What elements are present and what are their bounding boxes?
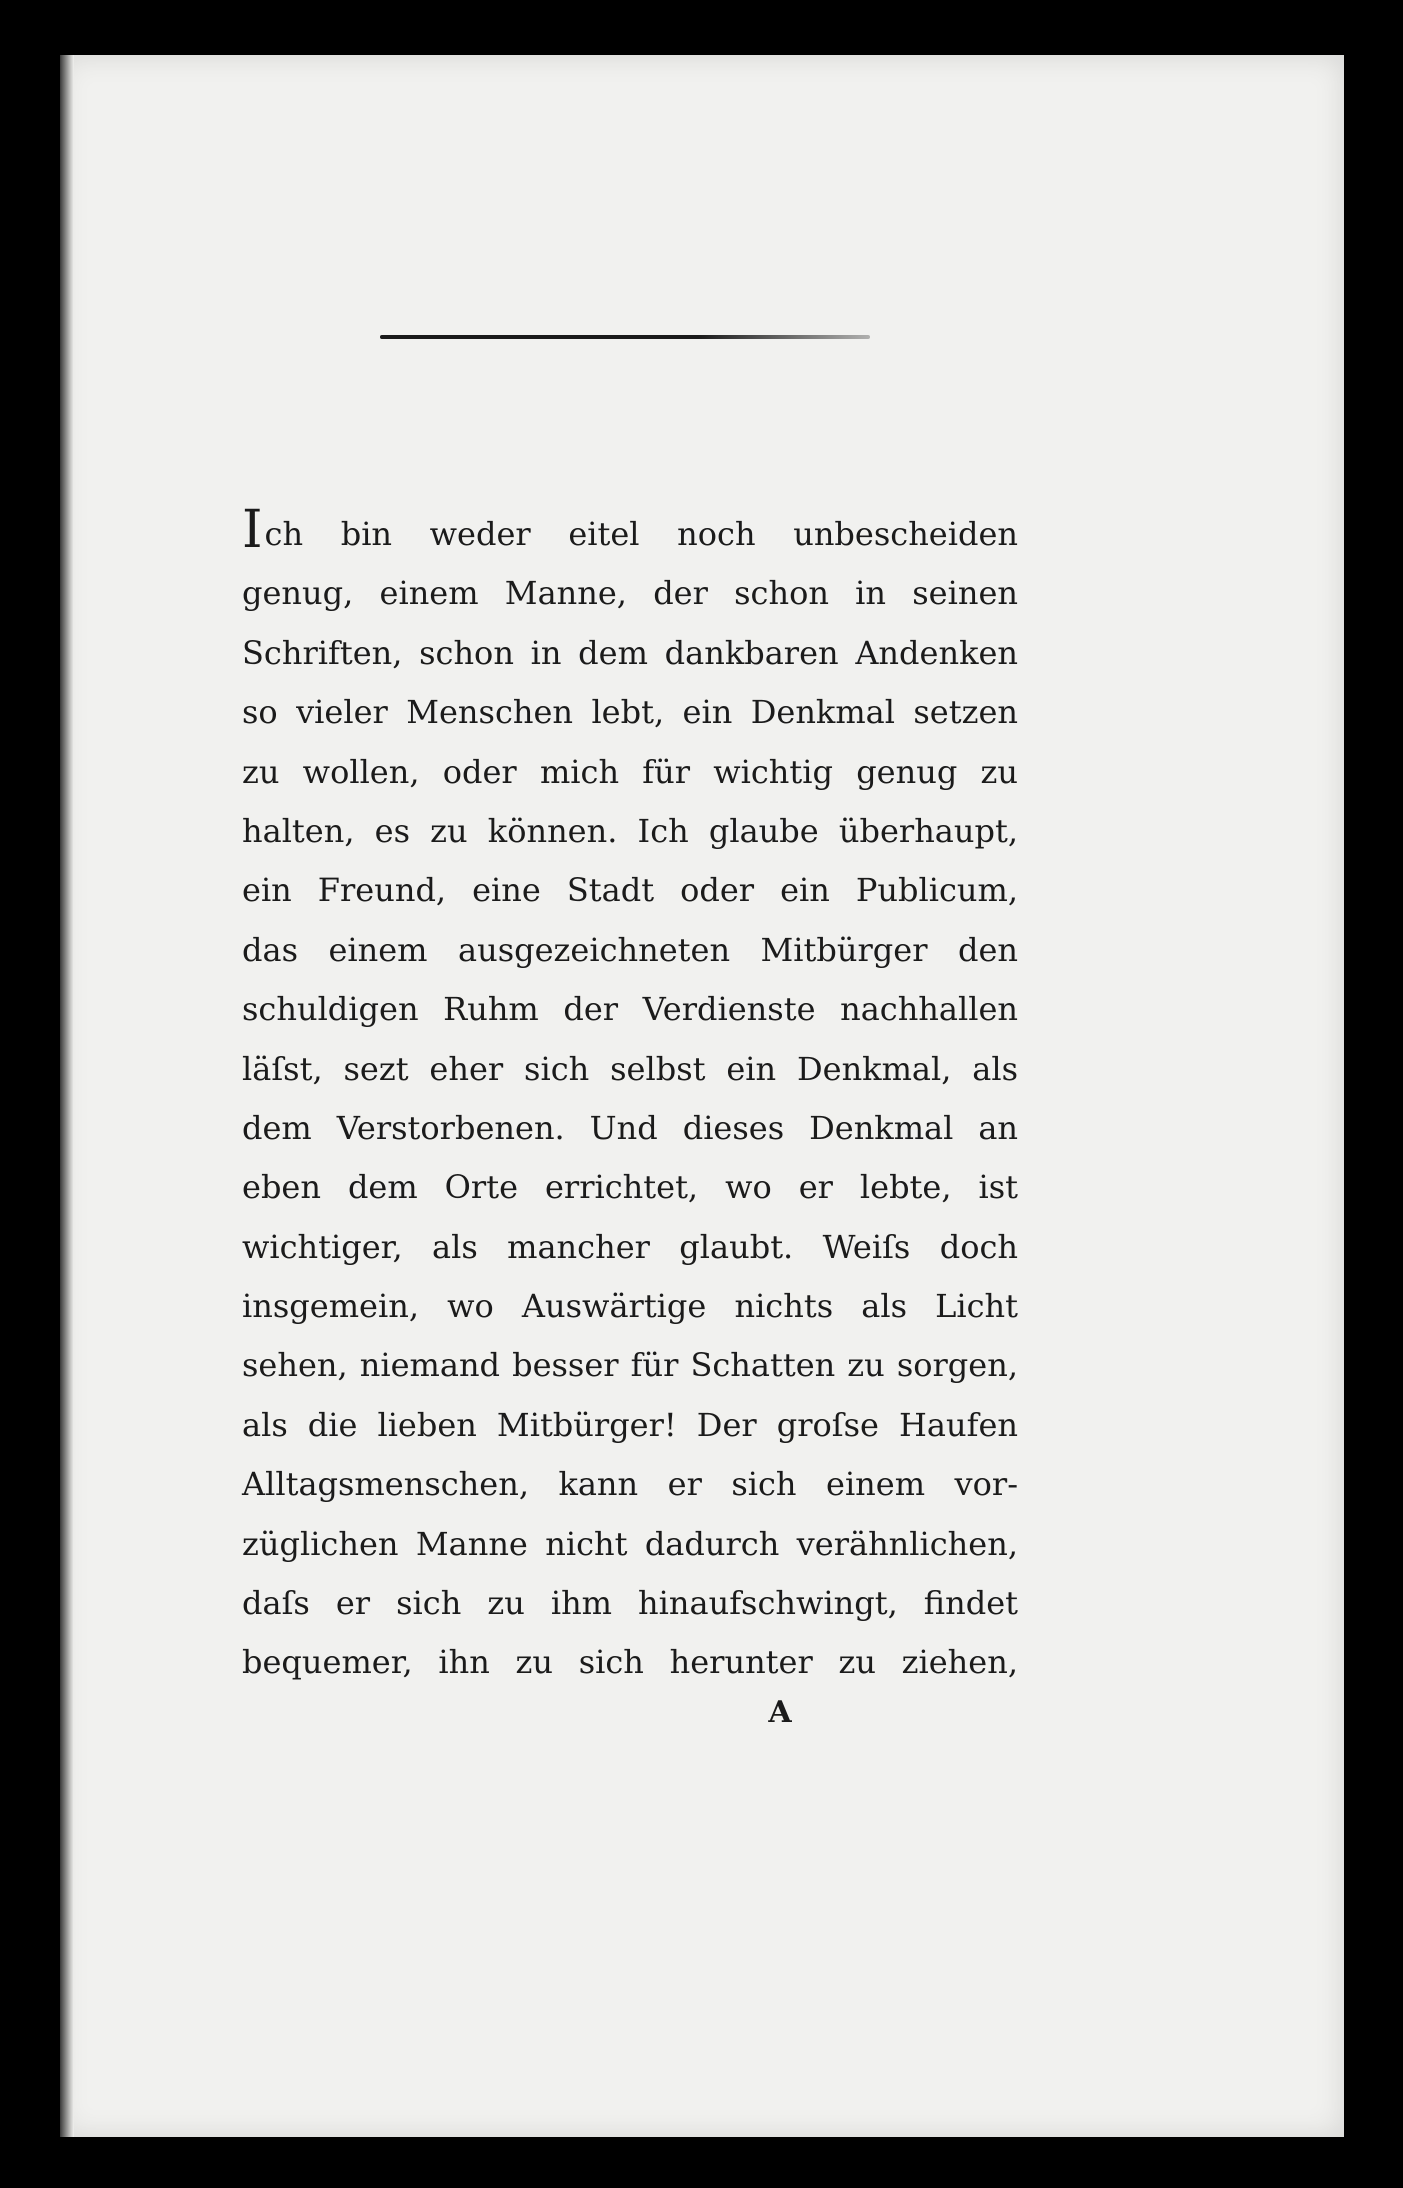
text-line: wichtiger, als mancher glaubt. Weiſs doch — [242, 1227, 1018, 1266]
text-line: so vieler Menschen lebt, ein Denkmal setzen — [242, 693, 1018, 732]
text-line: als die lieben Mitbürger! Der groſse Haufen — [242, 1405, 1018, 1444]
text-line: dem Verstorbenen. Und dieses Denkmal an — [242, 1108, 1018, 1147]
ornamental-rule — [380, 335, 870, 339]
text-line: bequemer, ihn zu sich herunter zu ziehen, — [242, 1643, 1018, 1682]
text-line: zu wollen, oder mich für wichtig genug zu — [242, 752, 1018, 791]
signature-mark: A — [768, 1695, 792, 1730]
text-line: ein Freund, eine Stadt oder ein Publicum, — [242, 871, 1018, 910]
text-line: eben dem Orte errichtet, wo er lebte, ist — [242, 1168, 1018, 1207]
text-line: halten, es zu können. Ich glaube überhaupt, — [242, 811, 1018, 850]
text-line: züglichen Manne nicht dadurch verähnlichen, — [242, 1524, 1018, 1563]
initial-letter: I — [242, 500, 263, 560]
text-line: das einem ausgezeichneten Mitbürger den — [242, 930, 1018, 969]
text-line: Alltagsmenschen, kann er sich einem vor- — [242, 1465, 1018, 1504]
text-line: genug, einem Manne, der schon in seinen — [242, 574, 1018, 613]
first-line-rest: ch bin weder eitel noch unbescheiden — [264, 515, 1018, 553]
text-line: daſs er sich zu ihm hinaufschwingt, findet — [242, 1584, 1018, 1623]
text-line: insgemein, wo Auswärtige nichts als Licht — [242, 1287, 1018, 1326]
text-line: schuldigen Ruhm der Verdienste nachhallen — [242, 990, 1018, 1029]
body-text — [242, 500, 1018, 1693]
page-binding-edge — [60, 55, 74, 2137]
text-line: sehen, niemand besser für Schatten zu sorgen, — [242, 1346, 1018, 1385]
text-line: Schriften, schon in dem dankbaren Andenken — [242, 633, 1018, 672]
text-line — [242, 500, 1018, 564]
text-line: läſst, sezt eher sich selbst ein Denkmal, als — [242, 1049, 1018, 1088]
